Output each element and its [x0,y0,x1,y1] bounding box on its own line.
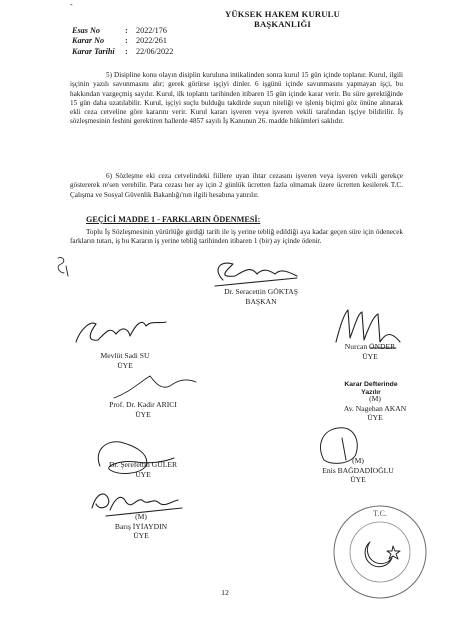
case-meta [72,26,173,57]
uye4-name: Av. Nagehan AKAN [343,403,407,413]
karar-row [72,36,173,46]
uye1-signature [70,312,180,352]
tarih-label: Karar Tarihi [72,46,115,56]
karar-value: 2022/261 [136,36,167,46]
uye3-signature [110,368,200,404]
karar-separator: : [125,36,128,46]
tarih-value: 22/06/2022 [136,46,174,56]
uye1-title: ÜYE [117,360,133,370]
header-title-line1: YÜKSEK HAKEM KURULU [224,9,341,19]
header-title-line2: BAŞKANLIĞI [254,19,311,29]
uye5-name: Dr. Şerefettin GÜLER [108,460,178,469]
uye4-note: (M) [369,394,381,403]
uye7-note: (M) [135,512,147,521]
tarih-row [72,47,173,57]
uye3-title: ÜYE [135,409,151,419]
uye6-note: (M) [352,456,364,465]
uye6-signature-block [310,456,406,485]
baskan-title: BAŞKAN [245,296,277,306]
uye2-name: Nurcan ÖNDER [344,342,396,351]
esas-row [72,26,173,36]
uye5-title: ÜYE [135,469,151,479]
baskan-signature-block [196,287,326,306]
institution-header [200,9,365,29]
uye7-title: ÜYE [133,531,149,540]
uye5-signature-block [88,460,198,479]
margin-initial-mark [54,254,72,278]
uye4-signature-block [330,394,420,423]
stamp-line1: Karar Defterinde [344,381,398,388]
esas-separator: : [125,26,128,35]
uye7-name: Barış İYİAYDIN [114,521,168,531]
paragraph-6: 6) Sözleşme eki ceza cetvelindeki fiillere uyan ihtar cezasını işveren veya işveren vekili gerekçe göstererek re'sen verebilir. Para cezası her ay için 2 günlük ücretten fazla olmamak üzere ücretten kesilerek T.C. Çalışma ve Sosyal Güvenlik Bakanlığı'nın ilgili hesabına yatırılır. [70,172,403,199]
uye6-title: ÜYE [350,475,366,484]
tarih-separator: : [125,46,128,56]
esas-label: Esas No [72,26,100,35]
stamp-line2: Yazılır [361,389,381,396]
paragraph-gecici: Toplu İş Sözleşmesinin yürürlüğe girdiği tarih ile iş yerine tebliğ edildiği aya kadar geçen süre için ödenecek farkların tutarı, iş bu Kararın iş yerine tebliğ tarihinden itibaren 1 (bir) ay içinde ödenir. [70,228,403,246]
uye2-signature-block [330,342,410,361]
seal-text: T.C. [373,509,387,518]
uye4-title: ÜYE [367,413,383,422]
uye7-signature-block [86,512,196,541]
uye6-name: Enis BAĞDADİOĞLU [322,465,394,475]
section-heading: GEÇİCİ MADDE 1 - FARKLARIN ÖDENMESİ: [86,215,261,224]
baskan-name: Dr. Seracettin GÖKTAŞ [224,287,298,296]
uye2-title: ÜYE [362,351,378,361]
uye3-signature-block [88,400,198,419]
paragraph-5: 5) Disipline konu olayın disiplin kuruluna intikalinden sonra kurul 15 gün içinde toplanır. Kurul, ilgili işçinin yazılı savunmasını alır; gerek görürse işçiyi dinler. 6 işgünü içinde savunmasını yapmayan işçi, bu hakkından vazgeçmiş sayılır. Kurul, ilk toplantı tarihinden itibaren 15 gün içinde karar verir. Bu süre gerektiğinde 15 gün daha uzatılabilir. Kurul, işçiyi suçlu bulduğu takdirde suçun niteliği ve işleniş biçimi göz önüne alınarak ekli ceza cetveline göre kararını verir. Kurul kararı işveren veya işveren vekili tarafından işçiye bildirilir. İş sözleşmesinin feshini gerektiren hallerde 4857 sayılı İş Kanunun 26. madde hükümleri saklıdır. [70,71,403,126]
esas-value: 2022/176 [136,26,167,35]
karar-label: Karar No [72,36,105,46]
uye1-name: Mevlüt Sadi SU [100,351,150,360]
uye3-name: Prof. Dr. Kadir ARICI [109,400,177,409]
top-mark: - [70,0,73,9]
page-number: 12 [221,588,229,597]
